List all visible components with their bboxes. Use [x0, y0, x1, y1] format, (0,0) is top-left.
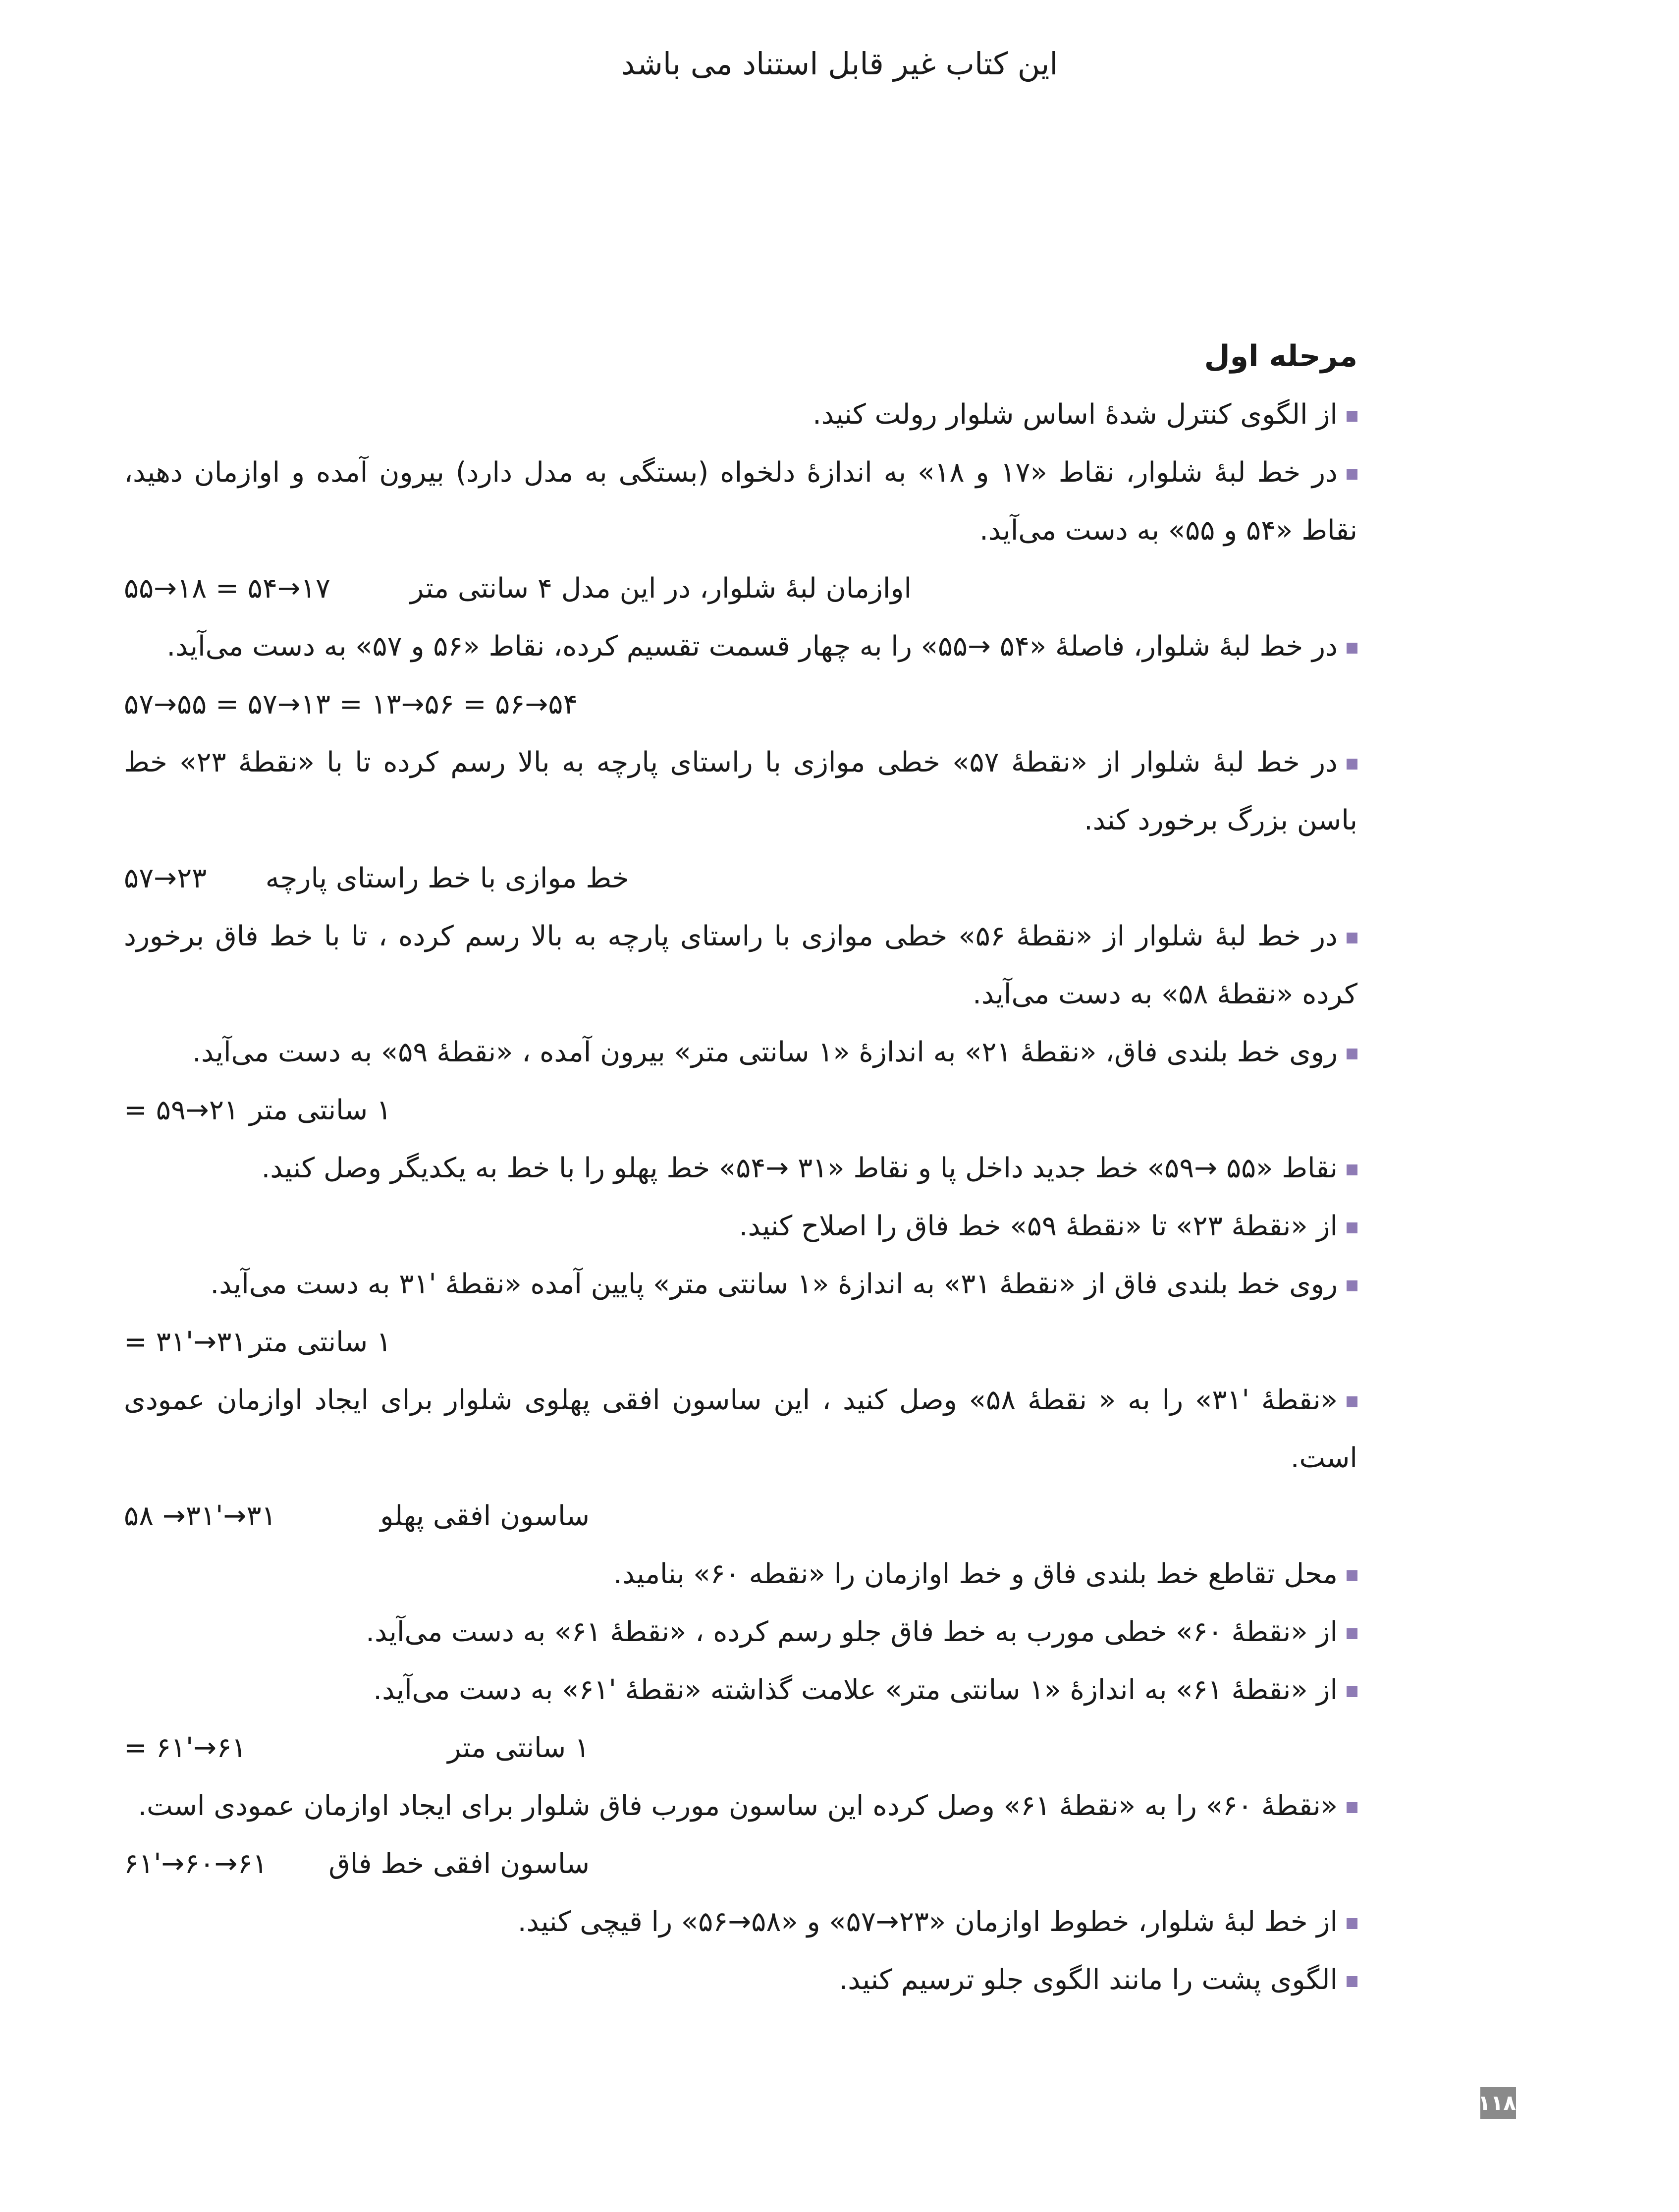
- formula-label: ۱ سانتی متر: [447, 1732, 590, 1764]
- paragraph: «نقطهٔ ۶۰» را به «نقطهٔ ۶۱» وصل کرده این ساسون مورب فاق شلوار برای ایجاد اوازمان عمودی است.: [124, 1777, 1357, 1835]
- formula-line: [124, 1835, 1357, 1893]
- paragraph: در خط لبهٔ شلوار، نقاط «۱۷ و ۱۸» به اندازهٔ دلخواه (بستگی به مدل دارد) بیرون آمده و اوازمان دهید، نقاط «۵۴ و ۵۵» به دست می‌آید.: [124, 456, 1357, 547]
- formula-line: [124, 675, 1357, 733]
- formula-line: [124, 1313, 1357, 1371]
- paragraph: نقاط «۵۵ →۵۹» خط جدید داخل پا و نقاط «۳۱ →۵۴» خط پهلو را با خط به یکدیگر وصل کنید.: [124, 1139, 1357, 1197]
- formula-label: خط موازی با خط راستای پارچه: [265, 862, 629, 894]
- square-bullet-icon: [1347, 1686, 1357, 1697]
- formula-expression: ۱۷→۵۴ = ۱۸→۵۵: [124, 572, 330, 605]
- square-bullet-icon: [1347, 933, 1357, 943]
- formula-expression: ۲۱→۵۹ =: [124, 1094, 239, 1126]
- formula-label: اوازمان لبهٔ شلوار، در این مدل ۴ سانتی متر: [410, 572, 912, 605]
- square-bullet-icon: [1347, 759, 1357, 770]
- formula-label: ساسون افقی پهلو: [380, 1500, 590, 1532]
- formula-label: ۱ سانتی متر: [249, 1094, 391, 1126]
- square-bullet-icon: [1347, 1164, 1357, 1175]
- paragraph: روی خط بلندی فاق از «نقطهٔ ۳۱» به اندازهٔ «۱ سانتی متر» پایین آمده «نقطهٔ '۳۱ به دست می‌آید.: [124, 1255, 1357, 1313]
- paragraph: از «نقطهٔ ۶۰» خطی مورب به خط فاق جلو رسم کرده ، «نقطهٔ ۶۱» به دست می‌آید.: [124, 1603, 1357, 1661]
- square-bullet-icon: [1347, 411, 1357, 422]
- formula-line: [124, 559, 1357, 617]
- formula-expression: ۳۱→'۳۱→ ۵۸: [124, 1500, 276, 1532]
- formula-line: [124, 849, 1357, 907]
- page-number-badge: ۱۱۸: [1480, 2087, 1516, 2119]
- formula-expression: ۶۱→'۶۱ =: [124, 1732, 247, 1764]
- square-bullet-icon: [1347, 643, 1357, 654]
- page-header: این کتاب غیر قابل استناد می باشد: [621, 46, 1058, 82]
- formula-expression: ۵۴→۵۶ = ۵۶→۱۳ = ۱۳→۵۷ = ۵۵→۵۷: [124, 688, 578, 720]
- section-heading: مرحله اول: [1204, 339, 1357, 374]
- paragraph: در خط لبهٔ شلوار، فاصلهٔ «۵۴ →۵۵» را به چهار قسمت تقسیم کرده، نقاط «۵۶ و ۵۷» به دست می‌آید.: [124, 617, 1357, 675]
- square-bullet-icon: [1347, 1802, 1357, 1813]
- paragraph: در خط لبهٔ شلوار از «نقطهٔ ۵۶» خطی موازی با راستای پارچه به بالا رسم کرده ، تا با خط فاق برخورد کرده «نقطهٔ ۵۸» به دست می‌آید.: [124, 920, 1357, 1010]
- square-bullet-icon: [1347, 1049, 1357, 1059]
- paragraph: «نقطهٔ '۳۱» را به « نقطهٔ ۵۸» وصل کنید ، این ساسون افقی پهلوی شلوار برای ایجاد اوازمان عمودی است.: [124, 1384, 1357, 1474]
- formula-line: [124, 1081, 1357, 1139]
- formula-expression: ۳۱→'۳۱ =: [124, 1326, 247, 1358]
- square-bullet-icon: [1347, 1628, 1357, 1639]
- formula-line: [124, 1719, 1357, 1777]
- paragraph: روی خط بلندی فاق، «نقطهٔ ۲۱» به اندازهٔ «۱ سانتی متر» بیرون آمده ، «نقطهٔ ۵۹» به دست می‌آید.: [124, 1023, 1357, 1081]
- formula-expression: ۶۱→۶۰→'۶۱: [124, 1848, 268, 1880]
- square-bullet-icon: [1347, 1570, 1357, 1581]
- page-content: [124, 327, 1357, 2009]
- paragraph: از «نقطهٔ ۶۱» به اندازهٔ «۱ سانتی متر» علامت گذاشته «نقطهٔ '۶۱» به دست می‌آید.: [124, 1661, 1357, 1719]
- formula-line: [124, 1487, 1357, 1545]
- formula-label: ساسون افقی خط فاق: [328, 1848, 590, 1880]
- square-bullet-icon: [1347, 469, 1357, 480]
- paragraph: از الگوی کنترل شدهٔ اساس شلوار رولت کنید.: [124, 386, 1357, 443]
- square-bullet-icon: [1347, 1918, 1357, 1929]
- paragraph: محل تقاطع خط بلندی فاق و خط اوازمان را «نقطه ۶۰» بنامید.: [124, 1545, 1357, 1603]
- paragraph: الگوی پشت را مانند الگوی جلو ترسیم کنید.: [124, 1951, 1357, 2009]
- square-bullet-icon: [1347, 1222, 1357, 1233]
- paragraph: از «نقطهٔ ۲۳» تا «نقطهٔ ۵۹» خط فاق را اصلاح کنید.: [124, 1197, 1357, 1255]
- square-bullet-icon: [1347, 1280, 1357, 1291]
- square-bullet-icon: [1347, 1976, 1357, 1987]
- formula-expression: ۲۳→۵۷: [124, 862, 207, 894]
- formula-label: ۱ سانتی متر: [249, 1326, 391, 1358]
- paragraph: از خط لبهٔ شلوار، خطوط اوازمان «۲۳→۵۷» و «۵۸→۵۶» را قیچی کنید.: [124, 1893, 1357, 1951]
- paragraph: در خط لبهٔ شلوار از «نقطهٔ ۵۷» خطی موازی با راستای پارچه به بالا رسم کرده تا با «نقطهٔ ۲۳» خط باسن بزرگ برخورد کند.: [124, 746, 1357, 836]
- square-bullet-icon: [1347, 1396, 1357, 1407]
